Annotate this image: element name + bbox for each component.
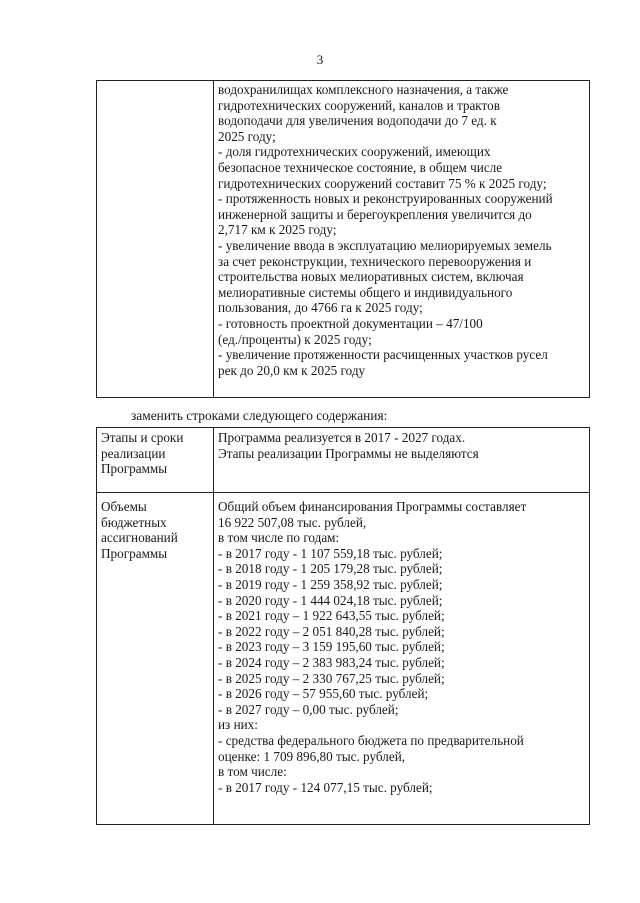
table-cell-stages-value (214, 428, 590, 493)
text-line: 2,717 км к 2025 году; (218, 222, 337, 238)
text-line: реализации (101, 445, 166, 461)
text-line: - в 2017 году - 124 077,15 тыс. рублей; (218, 779, 433, 795)
text-line: инженерной защиты и берегоукрепления увеличится до (218, 206, 532, 222)
replacement-intro-text: заменить строками следующего содержания: (131, 408, 388, 423)
text-line: - увеличение ввода в эксплуатацию мелиорируемых земель (218, 237, 552, 253)
text-line: бюджетных (101, 514, 167, 530)
text-line: - в 2019 году - 1 259 358,92 тыс. рублей; (218, 576, 443, 592)
text-line: оценке: 1 709 896,80 тыс. рублей, (218, 748, 406, 764)
text-line: из них: (218, 717, 258, 733)
text-line: - в 2025 году – 2 330 767,25 тыс. рублей; (218, 670, 445, 686)
text-line: в том числе по годам: (218, 530, 340, 546)
text-line: - в 2022 году – 2 051 840,28 тыс. рублей; (218, 623, 445, 639)
text-line: - в 2023 году – 3 159 195,60 тыс. рублей; (218, 639, 445, 655)
text-line: - готовность проектной документации – 47/100 (218, 315, 483, 331)
text-line: строительства новых мелиоративных систем, включая (218, 269, 524, 285)
text-line: Этапы реализации Программы не выделяются (218, 445, 479, 461)
page-number: 3 (316, 52, 324, 67)
text-line: - протяженность новых и реконструированных сооружений (218, 191, 553, 207)
program-passport-table-continued (96, 80, 590, 398)
text-line: за счет реконструкции, технического перевооружения и (218, 253, 532, 269)
text-line: ассигнований (101, 530, 178, 546)
table-cell-target-indicators (214, 81, 590, 398)
table-row (97, 81, 590, 398)
table-cell-budget-label (97, 493, 214, 825)
text-line: - в 2018 году - 1 205 179,28 тыс. рублей; (218, 561, 443, 577)
text-line: водоподачи для увеличения водоподачи до 7 ед. к (218, 113, 497, 129)
text-line: 2025 году; (218, 128, 276, 144)
text-line: - увеличение протяженности расчищенных участков русел (218, 347, 548, 363)
table-row (97, 428, 590, 493)
text-line: - в 2020 году - 1 444 024,18 тыс. рублей; (218, 592, 443, 608)
text-line: - в 2021 году – 1 922 643,55 тыс. рублей; (218, 608, 445, 624)
table-cell-stages-label (97, 428, 214, 493)
text-line: (ед./проценты) к 2025 году; (218, 331, 372, 347)
table-cell-label (97, 81, 214, 398)
text-line: Программы (101, 545, 168, 561)
text-line: в том числе: (218, 764, 287, 780)
text-line: Общий объем финансирования Программы составляет (218, 499, 527, 514)
text-line: Объемы (101, 499, 147, 514)
text-line: - средства федерального бюджета по предварительной (218, 732, 524, 748)
replacement-rows-table (96, 427, 590, 825)
text-line: пользования, до 4766 га к 2025 году; (218, 300, 423, 316)
text-line: гидротехнических сооружений составит 75 % к 2025 году; (218, 175, 547, 191)
text-line: 16 922 507,08 тыс. рублей, (218, 514, 367, 530)
table-cell-budget-value (214, 493, 590, 825)
text-line: - доля гидротехнических сооружений, имеющих (218, 144, 491, 160)
text-line: Программы (101, 461, 168, 477)
text-line: безопасное техническое состояние, в общем числе (218, 159, 503, 175)
text-line: - в 2026 году – 57 955,60 тыс. рублей; (218, 686, 429, 702)
text-line: рек до 20,0 км к 2025 году (218, 362, 366, 378)
text-line: - в 2024 году – 2 383 983,24 тыс. рублей; (218, 654, 445, 670)
text-line: Программа реализуется в 2017 - 2027 годах. (218, 430, 466, 445)
text-line: Этапы и сроки (101, 430, 184, 445)
text-line: - в 2017 году - 1 107 559,18 тыс. рублей; (218, 545, 443, 561)
table-row (97, 493, 590, 825)
text-line: водохранилищах комплексного назначения, а также (218, 82, 509, 97)
text-line: гидротехнических сооружений, каналов и трактов (218, 97, 500, 113)
text-line: - в 2027 году – 0,00 тыс. рублей; (218, 701, 399, 717)
text-line: мелиоративные системы общего и индивидуального (218, 284, 513, 300)
